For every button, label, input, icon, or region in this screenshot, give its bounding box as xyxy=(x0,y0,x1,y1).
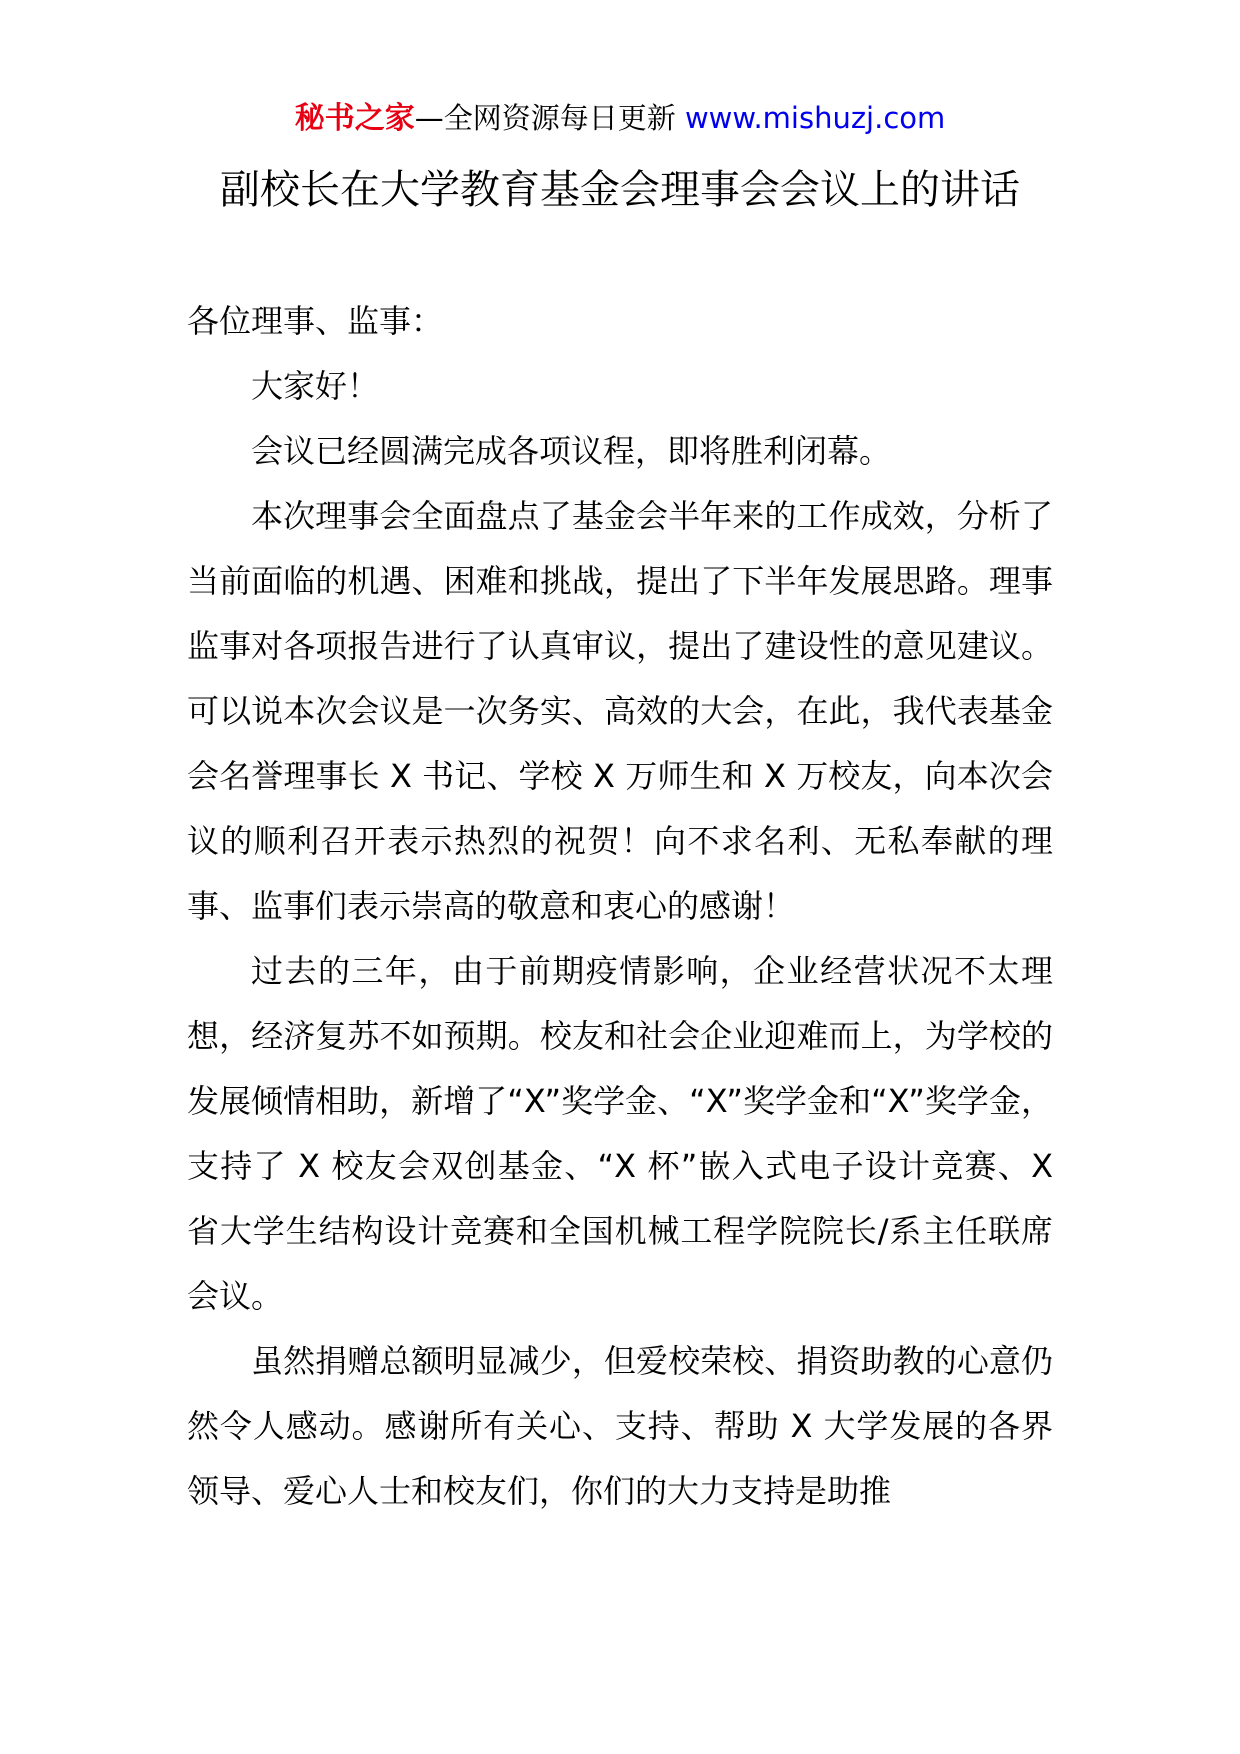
salutation: 各位理事、监事： xyxy=(187,302,444,340)
paragraph: 大家好！ xyxy=(251,367,380,405)
document-body xyxy=(187,289,1053,1524)
header-slogan: —全网资源每日更新 xyxy=(414,101,676,135)
site-header xyxy=(0,98,1240,139)
site-url-link[interactable]: www.mishuzj.com xyxy=(684,101,946,135)
paragraph: 本次理事会全面盘点了基金会半年来的工作成效，分析了当前面临的机遇、困难和挑战，提出了下半年发展思路。理事监事对各项报告进行了认真审议，提出了建设性的意见建议。可以说本次会议是一次务实、高效的大会，在此，我代表基金会名誉理事长 X 书记、学校 X 万师生和 X 万校友，向本次会议的顺利召开表示热烈的祝贺！向不求名利、无私奉献的理事、监事们表示崇高的敬意和衷心的感谢！ xyxy=(187,497,1053,925)
paragraph: 会议已经圆满完成各项议程，即将胜利闭幕。 xyxy=(251,432,892,470)
paragraph: 虽然捐赠总额明显减少，但爱校荣校、捐资助教的心意仍然令人感动。感谢所有关心、支持、帮助 X 大学发展的各界领导、爱心人士和校友们，你们的大力支持是助推 xyxy=(187,1342,1053,1510)
document-title: 副校长在大学教育基金会理事会会议上的讲话 xyxy=(220,167,1020,213)
brand-name: 秘书之家 xyxy=(294,101,415,136)
paragraph: 过去的三年，由于前期疫情影响，企业经营状况不太理想，经济复苏不如预期。校友和社会企业迎难而上，为学校的发展倾情相助，新增了“X”奖学金、“X”奖学金和“X”奖学金，支持了 X 校友会双创基金、“X 杯”嵌入式电子设计竞赛、X 省大学生结构设计竞赛和全国机械工程学院院长/系主任联席会议。 xyxy=(187,952,1053,1315)
